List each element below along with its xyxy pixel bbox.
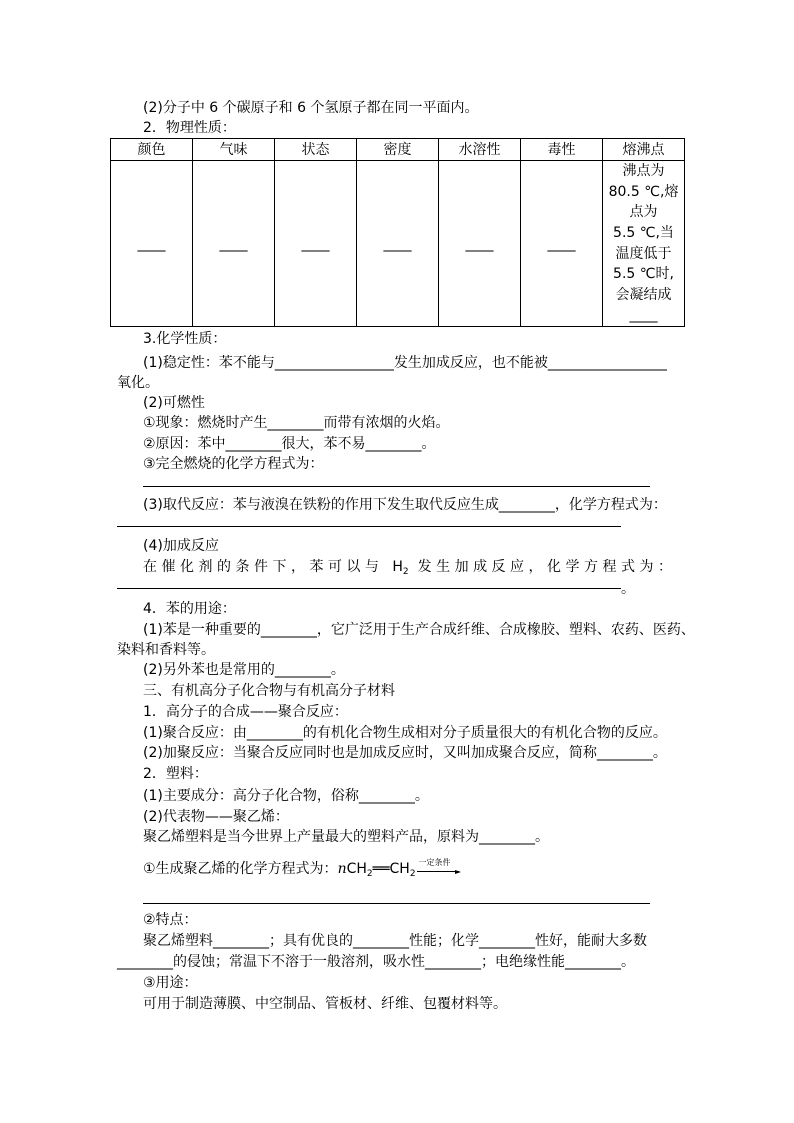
benzene-use-1-line-1: (1)苯是一种重要的________，它广泛用于生产合成纤维、合成橡胶、塑料、农药、医药、 bbox=[143, 622, 695, 638]
blank-solubility: ____ bbox=[439, 161, 521, 327]
structure-note: (2)分子中 6 个碳原子和 6 个氢原子都在同一平面内。 bbox=[143, 100, 479, 116]
melting-boiling-cell bbox=[603, 161, 685, 327]
benzene-uses-heading: 4．苯的用途： bbox=[143, 601, 236, 617]
table-row bbox=[111, 161, 685, 327]
plastics-representative: (2)代表物——聚乙烯： bbox=[143, 809, 289, 825]
header-density: 密度 bbox=[357, 139, 439, 161]
combustion-reason: ②原因：苯中________很大，苯不易________。 bbox=[143, 436, 436, 452]
physical-properties-table bbox=[110, 138, 685, 327]
header-color: 颜色 bbox=[111, 139, 193, 161]
mp-bp-line: 5.5 ℃时, bbox=[613, 266, 674, 283]
header-odor: 气味 bbox=[193, 139, 275, 161]
stability-line-2: 氧化。 bbox=[117, 375, 159, 391]
equation-left-subscript: 2 bbox=[366, 869, 373, 879]
polymerization-definition: (1)聚合反应：由________的有机化合物生成相对分子质量很大的有机化合物的反应。 bbox=[143, 725, 667, 741]
blank-odor: ____ bbox=[193, 161, 275, 327]
plastics-main-component: (1)主要成分：高分子化合物，俗称________。 bbox=[143, 788, 429, 804]
chemical-properties-heading: 3.化学性质： bbox=[143, 331, 227, 347]
blank-density: ____ bbox=[357, 161, 439, 327]
substitution-reaction: (3)取代反应：苯与液溴在铁粉的作用下发生取代反应生成________，化学方程式为： bbox=[143, 497, 667, 513]
features-line-1: 聚乙烯塑料________；具有优良的________性能；化学________性好，能耐大多数 bbox=[143, 933, 647, 949]
blank-color: ____ bbox=[111, 161, 193, 327]
equation-left-group: CH bbox=[346, 861, 367, 877]
equation-right-group: CH bbox=[389, 861, 410, 877]
physical-properties-heading: 2．物理性质： bbox=[143, 120, 236, 136]
mp-bp-line: 5.5 ℃,当 bbox=[613, 224, 674, 241]
applications-heading: ③用途： bbox=[143, 975, 198, 991]
table-header-row bbox=[111, 139, 685, 161]
mp-bp-line: 点为 bbox=[629, 204, 658, 221]
stability-line-1: (1)稳定性：苯不能与_________________发生加成反应，也不能被_________________ bbox=[143, 355, 667, 371]
combustion-phenomenon: ①现象：燃烧时产生________而带有浓烟的火焰。 bbox=[143, 415, 450, 431]
double-bond: ══ bbox=[372, 861, 390, 877]
polyethylene-equation bbox=[143, 859, 459, 879]
answer-line bbox=[143, 903, 650, 904]
features-heading: ②特点： bbox=[143, 912, 198, 928]
mp-bp-line: 会凝结成 bbox=[615, 286, 672, 303]
equation-coefficient: n bbox=[337, 861, 347, 877]
mp-bp-line: 沸点为 bbox=[622, 163, 665, 180]
answer-line bbox=[117, 526, 621, 527]
addition-text-before: 在催化剂的条件下，苯可以与 H bbox=[143, 559, 403, 575]
reaction-condition: 一定条件 bbox=[418, 858, 451, 867]
addition-polymerization-definition: (2)加聚反应：当聚合反应同时也是加成反应时，又叫加成聚合反应，简称________。 bbox=[143, 745, 667, 761]
benzene-use-1-line-2: 染料和香料等。 bbox=[117, 642, 215, 658]
applications-text: 可用于制造薄膜、中空制品、管板材、纤维、包覆材料等。 bbox=[143, 996, 507, 1012]
blank-toxicity: ____ bbox=[521, 161, 603, 327]
blank-state: ____ bbox=[275, 161, 357, 327]
plastics-heading: 2．塑料： bbox=[143, 766, 208, 782]
mp-bp-line: 80.5 ℃,熔 bbox=[608, 183, 679, 200]
combustion-equation-prompt: ③完全燃烧的化学方程式为： bbox=[143, 456, 324, 472]
header-melting-boiling: 熔沸点 bbox=[603, 139, 685, 161]
equation-right-subscript: 2 bbox=[409, 869, 416, 879]
header-state: 状态 bbox=[275, 139, 357, 161]
mp-bp-line: 温度低于 bbox=[615, 245, 672, 262]
features-line-2: ________的侵蚀；常温下不溶于一般溶剂，吸水性________；电绝缘性能________。 bbox=[117, 954, 635, 970]
reaction-arrow bbox=[417, 859, 459, 872]
header-toxicity: 毒性 bbox=[521, 139, 603, 161]
addition-reaction-text bbox=[143, 557, 672, 577]
polymer-synthesis-heading: 1．高分子的合成——聚合反应： bbox=[143, 704, 348, 720]
mp-bp-line: ____ bbox=[629, 307, 658, 324]
answer-line bbox=[143, 486, 650, 487]
polyethylene-raw-material: 聚乙烯塑料是当今世界上产量最大的塑料产品，原料为________。 bbox=[143, 829, 549, 845]
header-solubility: 水溶性 bbox=[439, 139, 521, 161]
combustibility-heading: (2)可燃性 bbox=[143, 395, 205, 411]
addition-end-mark: 。 bbox=[621, 581, 635, 597]
addition-text-after: 发生加成反应，化学方程式为： bbox=[408, 559, 673, 575]
section-heading-polymers: 三、有机高分子化合物与有机高分子材料 bbox=[143, 683, 395, 699]
answer-line bbox=[117, 588, 621, 589]
hydrogen-subscript: 2 bbox=[402, 567, 409, 577]
addition-reaction-heading: (4)加成反应 bbox=[143, 538, 219, 554]
equation-prompt: ①生成聚乙烯的化学方程式为： bbox=[143, 861, 338, 877]
benzene-use-2: (2)另外苯也是常用的________。 bbox=[143, 662, 345, 678]
